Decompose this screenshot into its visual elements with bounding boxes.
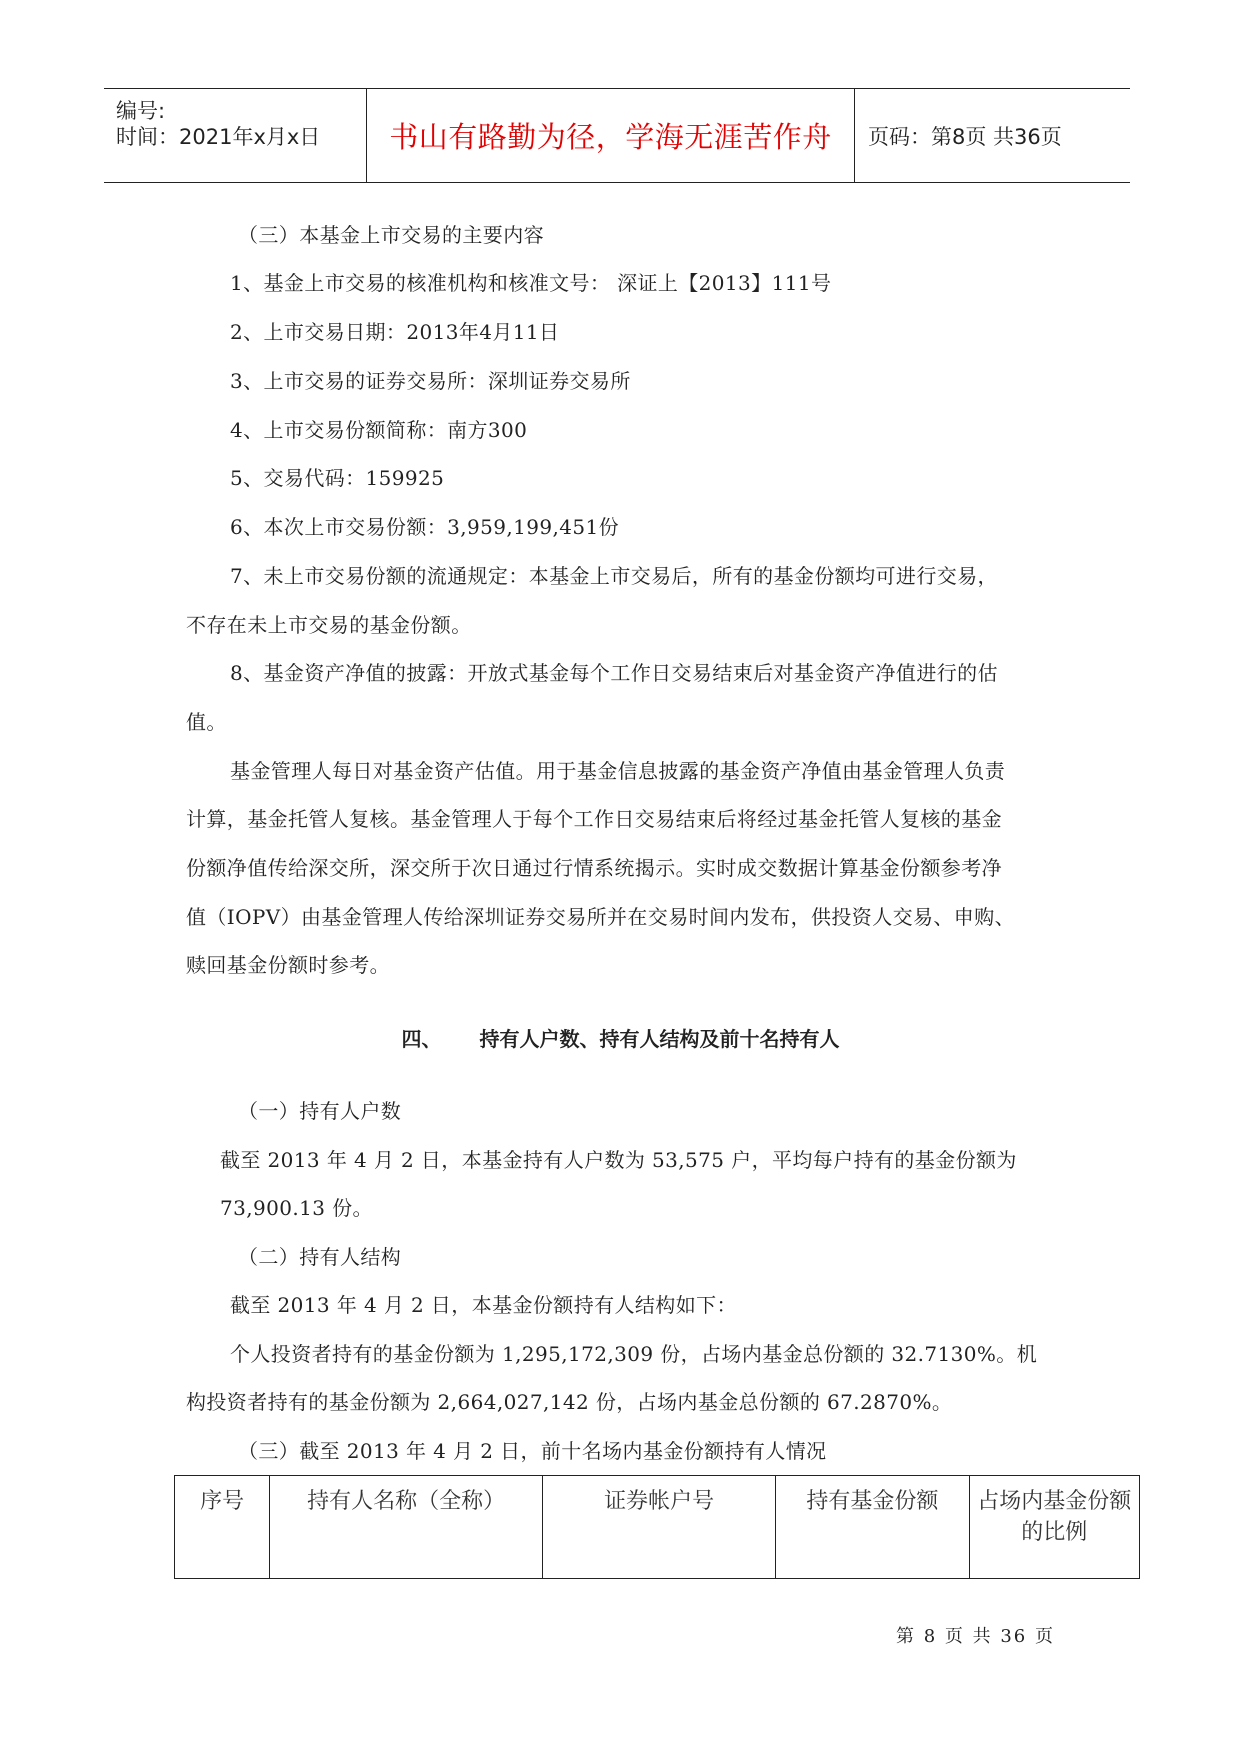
header-meta: [104, 89, 367, 182]
paragraph-line: 截至 2013 年 4 月 2 日，本基金份额持有人结构如下：: [230, 1293, 737, 1317]
paragraph-line: 份额净值传给深交所，深交所于次日通过行情系统揭示。实时成交数据计算基金份额参考净: [186, 856, 1002, 880]
list-item: 7、未上市交易份额的流通规定：本基金上市交易后，所有的基金份额均可进行交易，: [230, 564, 998, 588]
paragraph-line: 构投资者持有的基金份额为 2,664,027,142 份，占场内基金总份额的 67.2870%。: [186, 1390, 953, 1414]
chapter-number: 四、: [401, 1027, 442, 1051]
holders-table: [174, 1475, 1140, 1579]
section-title: （三）截至 2013 年 4 月 2 日，前十名场内基金份额持有人情况: [238, 1439, 827, 1463]
list-item: 8、基金资产净值的披露：开放式基金每个工作日交易结束后对基金资产净值进行的估: [230, 661, 998, 685]
header-number-label: 编号:: [116, 99, 166, 123]
header-motto-cell: [367, 89, 855, 182]
table-header-cell: 序号: [175, 1476, 270, 1579]
chapter-heading: [0, 1023, 1241, 1052]
list-item: 5、交易代码：159925: [230, 466, 445, 490]
paragraph-line: 截至 2013 年 4 月 2 日，本基金持有人户数为 53,575 户，平均每户持有的基金份额为: [220, 1148, 1017, 1172]
list-item: 3、上市交易的证券交易所：深圳证券交易所: [230, 369, 631, 393]
header-page-label: 页码：第8页 共36页: [868, 124, 1062, 149]
paragraph-line: 个人投资者持有的基金份额为 1,295,172,309 份，占场内基金总份额的 32.7130%。机: [230, 1342, 1038, 1366]
table-header-cell: 持有人名称（全称）: [270, 1476, 543, 1579]
header-motto: 书山有路勤为径，学海无涯苦作舟: [389, 120, 832, 154]
paragraph-line: 值（IOPV）由基金管理人传给深圳证券交易所并在交易时间内发布，供投资人交易、申购、: [186, 905, 1015, 929]
section-title: （二）持有人结构: [238, 1245, 402, 1269]
list-item: 6、本次上市交易份额：3,959,199,451份: [230, 515, 620, 539]
paragraph-line: 基金管理人每日对基金资产估值。用于基金信息披露的基金资产净值由基金管理人负责: [230, 759, 1006, 783]
paragraph-line: 73,900.13 份。: [220, 1196, 373, 1220]
header-time-label: 时间：2021年x月x日: [116, 125, 321, 149]
list-item: 1、基金上市交易的核准机构和核准文号： 深证上【2013】111号: [230, 271, 832, 295]
chapter-title: 持有人户数、持有人结构及前十名持有人: [479, 1027, 840, 1051]
list-item-continuation: 不存在未上市交易的基金份额。: [186, 613, 472, 637]
section-title: （一）持有人户数: [238, 1099, 402, 1123]
page-footer: 第 8 页 共 36 页: [896, 1626, 1055, 1647]
paragraph-line: 赎回基金份额时参考。: [186, 953, 390, 977]
list-item-continuation: 值。: [186, 710, 227, 734]
page-header: [104, 88, 1130, 183]
section-title: （三）本基金上市交易的主要内容: [238, 223, 544, 247]
table-header-cell: 占场内基金份额的比例: [969, 1476, 1139, 1579]
table-header-row: [175, 1476, 1140, 1579]
list-item: 4、上市交易份额简称：南方300: [230, 418, 528, 442]
table-header-cell: 证券帐户号: [543, 1476, 776, 1579]
paragraph-line: 计算，基金托管人复核。基金管理人于每个工作日交易结束后将经过基金托管人复核的基金: [186, 807, 1002, 831]
table-header-cell: 持有基金份额: [776, 1476, 969, 1579]
list-item: 2、上市交易日期：2013年4月11日: [230, 320, 560, 344]
